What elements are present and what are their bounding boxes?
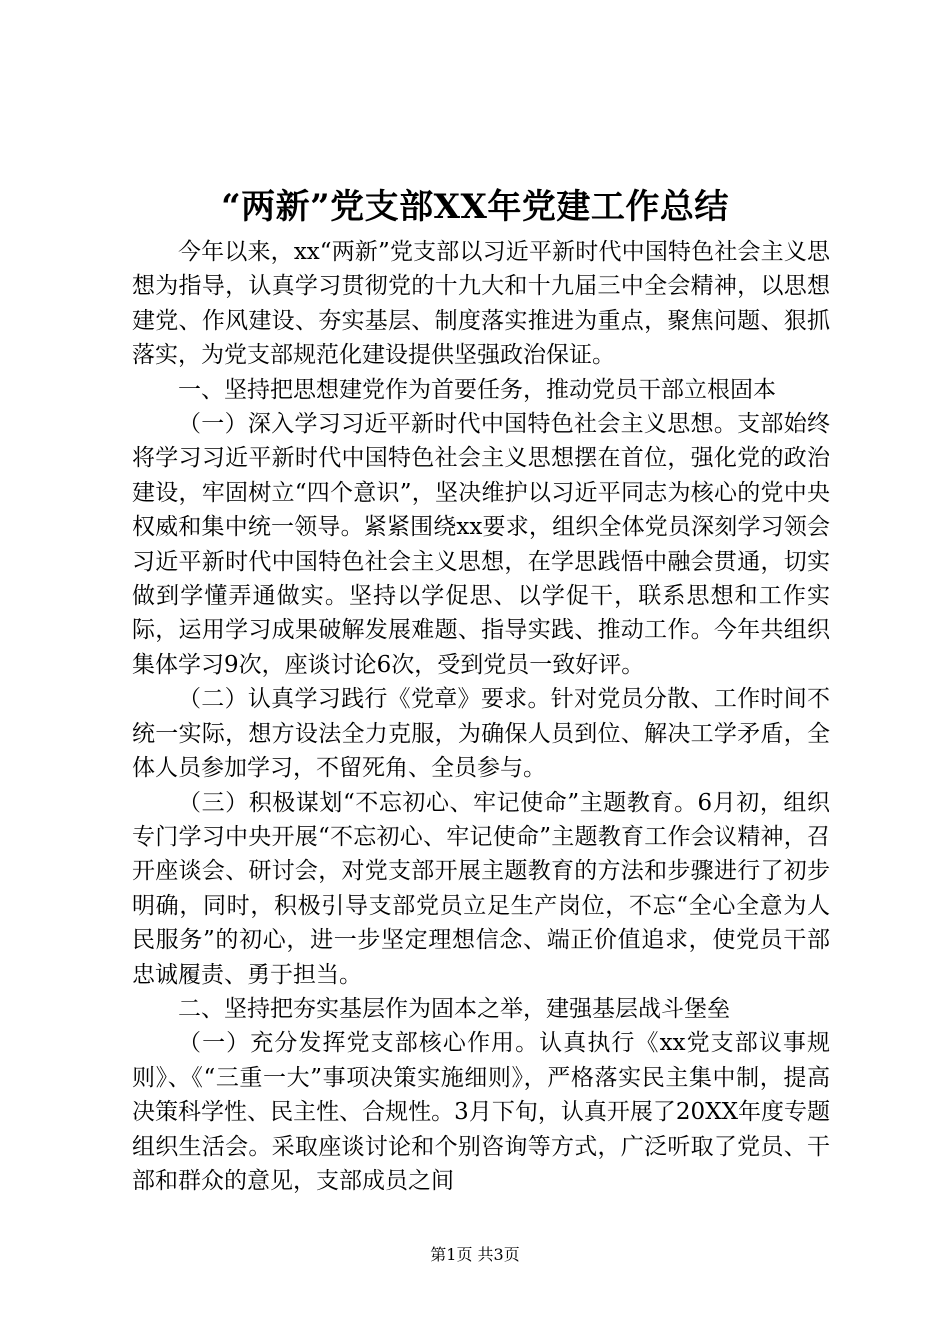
heading-section-2: 二、坚持把夯实基层作为固本之举，建强基层战斗堡垒 bbox=[178, 995, 730, 1022]
paragraph-intro: 今年以来，xx“两新”党支部以习近平新时代中国特色社会主义思想为指导，认真学习贯彻党的十九大和十九届三中全会精神，以思想建党、作风建设、夯实基层、制度落实推进为重点，聚焦问题、狠抓落实，为党支部规范化建设提供坚强政治保证。 bbox=[132, 239, 830, 369]
page-footer: 第1页 共3页 bbox=[430, 1245, 520, 1264]
paragraph-2-1: （一）充分发挥党支部核心作用。认真执行《xx党支部议事规则》、《“三重一大”事项决策实施细则》，严格落实民主集中制，提高决策科学性、民主性、合规性。3月下旬，认真开展了20XX年度专题组织生活会。采取座谈讨论和个别咨询等方式，广泛听取了党员、干部和群众的意见，支部成员之间 bbox=[132, 1030, 830, 1194]
heading-section-1: 一、坚持把思想建党作为首要任务，推动党员干部立根固本 bbox=[178, 376, 776, 403]
paragraph-1-3: （三）积极谋划“不忘初心、牢记使命”主题教育。6月初，组织专门学习中央开展“不忘初心、牢记使命”主题教育工作会议精神，召开座谈会、研讨会，对党支部开展主题教育的方法和步骤进行了初步明确，同时，积极引导支部党员立足生产岗位，不忘“全心全意为人民服务”的初心，进一步坚定理想信念、端正价值追求，使党员干部忠诚履责、勇于担当。 bbox=[132, 789, 830, 988]
paragraph-1-1: （一）深入学习习近平新时代中国特色社会主义思想。支部始终将学习习近平新时代中国特色社会主义思想摆在首位，强化党的政治建设，牢固树立“四个意识”，坚决维护以习近平同志为核心的党中央权威和集中统一领导。紧紧围绕xx要求，组织全体党员深刻学习领会习近平新时代中国特色社会主义思想，在学思践悟中融会贯通，切实做到学懂弄通做实。坚持以学促思、以学促干，联系思想和工作实际，运用学习成果破解发展难题、指导实践、推动工作。今年共组织集体学习9次，座谈讨论6次，受到党员一致好评。 bbox=[132, 411, 830, 678]
document-body bbox=[132, 235, 830, 1198]
document-title: “两新”党支部XX年党建工作总结 bbox=[221, 187, 729, 227]
paragraph-1-2: （二）认真学习践行《党章》要求。针对党员分散、工作时间不统一实际，想方设法全力克服，为确保人员到位、解决工学矛盾，全体人员参加学习，不留死角、全员参与。 bbox=[132, 686, 830, 782]
